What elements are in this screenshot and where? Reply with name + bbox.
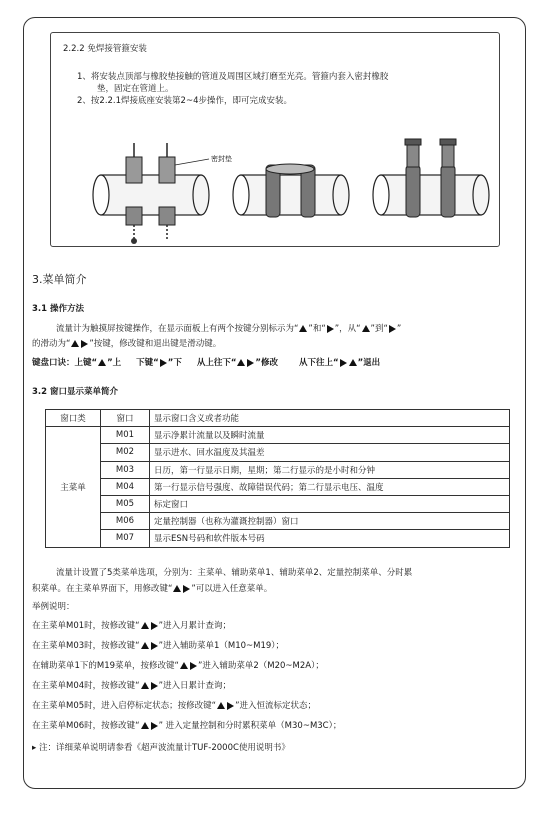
menu-table: [45, 409, 510, 548]
right-key-icon: [183, 585, 190, 593]
example-label: 举例说明：: [32, 602, 75, 612]
up-key-icon: [349, 359, 357, 366]
up-key-icon: [237, 359, 245, 366]
up-key-icon: [180, 662, 188, 669]
example-3: 在辅助菜单1下的M19菜单，按修改键“ ”进入辅助菜单2（M20~M2A）；: [32, 661, 324, 671]
s31-para-line2: 的滑动为“ ”按键，修改键和退出键是滑动键。: [32, 339, 222, 349]
up-key-icon: [71, 340, 79, 347]
table-cell-desc: 日历，第一行显示日期，星期；第二行显示的是小时和分钟: [150, 461, 510, 478]
table-row: [46, 478, 510, 495]
right-key-icon: [227, 702, 234, 710]
up-key-icon: [141, 642, 149, 649]
example-6: 在主菜单M06时，按修改键“ ” 进入定量控制和分时累积菜单（M30~M3C）；: [32, 721, 342, 731]
install-steps: [77, 71, 497, 107]
step2: 2、按2.2.1焊接底座安装第2~4步操作，即可完成安装。: [77, 96, 292, 106]
up-key-icon: [141, 622, 149, 629]
table-header: 窗口: [101, 410, 150, 427]
table-header-row: [46, 410, 510, 427]
step1-line2: 垫，固定在管道上。: [97, 84, 174, 94]
up-key-icon: [362, 325, 370, 332]
s32-title: 3.2 窗口显示菜单简介: [32, 387, 119, 397]
table-cell-desc: 标定窗口: [150, 495, 510, 512]
table-cell-desc: 显示ESN号码和软件版本号码: [150, 530, 510, 547]
key-mnemonic: 键盘口诀：上键“ ”上 下键“ ”下 从上往下“ ”修改 从下往上“ ”退出: [32, 358, 381, 368]
up-key-icon: [173, 585, 181, 592]
right-key-icon: [160, 359, 167, 367]
right-key-icon: [389, 325, 396, 333]
table-cell-window: M07: [101, 530, 150, 547]
table-cell-window: M02: [101, 444, 150, 461]
right-key-icon: [327, 325, 334, 333]
example-2: 在主菜单M03时，按修改键“ ”进入辅助菜单1（M10~M19）；: [32, 641, 285, 651]
example-5: 在主菜单M05时，进入启停标定状态；按修改键“ ”进入恒流标定状态；: [32, 701, 316, 711]
table-row: [46, 444, 510, 461]
table-header: 显示窗口含义或者功能: [150, 410, 510, 427]
seal-label: 密封垫: [211, 155, 232, 163]
table-cell-desc: 定量控制器（也称为灌溉控制器）窗口: [150, 513, 510, 530]
table-cell-window: M04: [101, 478, 150, 495]
clamp-illustration: [91, 133, 491, 245]
table-header: 窗口类: [46, 410, 101, 427]
up-key-icon: [141, 722, 149, 729]
right-key-icon: [151, 642, 158, 650]
right-key-icon: [340, 359, 347, 367]
right-key-icon: [247, 359, 254, 367]
table-row: [46, 530, 510, 547]
manual-note-text: 注：详细菜单说明请参看《超声波流量计TUF-2000C使用说明书》: [38, 743, 290, 753]
menu-intro-line1: 流量计设置了5类菜单选项，分别为：主菜单、辅助菜单1、辅助菜单2、定量控制菜单、分时累: [56, 568, 413, 578]
example-4: 在主菜单M04时，按修改键“ ”进入日累计查询；: [32, 681, 231, 691]
right-key-icon: [190, 662, 197, 670]
table-row: [46, 495, 510, 512]
table-row: [46, 513, 510, 530]
up-key-icon: [299, 325, 307, 332]
s31-title: 3.1 操作方法: [32, 304, 85, 314]
install-box-title: 2.2.2 免焊接管箍安装: [63, 44, 147, 54]
up-key-icon: [98, 359, 106, 366]
pipe-2: [233, 164, 349, 217]
pipe-3: [373, 139, 489, 217]
pipe-1: [93, 143, 209, 244]
right-key-icon: [151, 682, 158, 690]
manual-note: [32, 741, 290, 753]
table-row: [46, 427, 510, 444]
example-1: 在主菜单M01时，按修改键“ ”进入月累计查询；: [32, 621, 231, 631]
table-group-cell: 主菜单: [46, 427, 101, 547]
install-box: [50, 32, 500, 247]
table-row: [46, 461, 510, 478]
section3-title: 3.菜单简介: [32, 273, 87, 286]
bullet-icon: ▸: [32, 743, 37, 753]
table-cell-window: M03: [101, 461, 150, 478]
table-cell-desc: 显示净累计流量以及瞬时流量: [150, 427, 510, 444]
table-cell-window: M01: [101, 427, 150, 444]
menu-intro-line2: 积菜单。在主菜单界面下，用修改键“ ”可以进入任意菜单。: [32, 584, 273, 594]
up-key-icon: [217, 702, 225, 709]
up-key-icon: [141, 682, 149, 689]
right-key-icon: [151, 622, 158, 630]
step1-line1: 1、将安装点顶部与橡胶垫接触的管道及周围区域打磨至光亮。管箍内套入密封橡胶: [77, 72, 389, 82]
right-key-icon: [151, 722, 158, 730]
table-cell-window: M06: [101, 513, 150, 530]
s31-para-line1: 流量计为触摸屏按键操作，在显示面板上有两个按键分别标示为“ ”和“ ”，从“ ”到“ ”: [56, 324, 402, 334]
table-cell-desc: 第一行显示信号强度、故障错误代码；第二行显示电压、温度: [150, 478, 510, 495]
right-key-icon: [81, 340, 88, 348]
table-cell-window: M05: [101, 495, 150, 512]
table-cell-desc: 显示进水、回水温度及其温差: [150, 444, 510, 461]
